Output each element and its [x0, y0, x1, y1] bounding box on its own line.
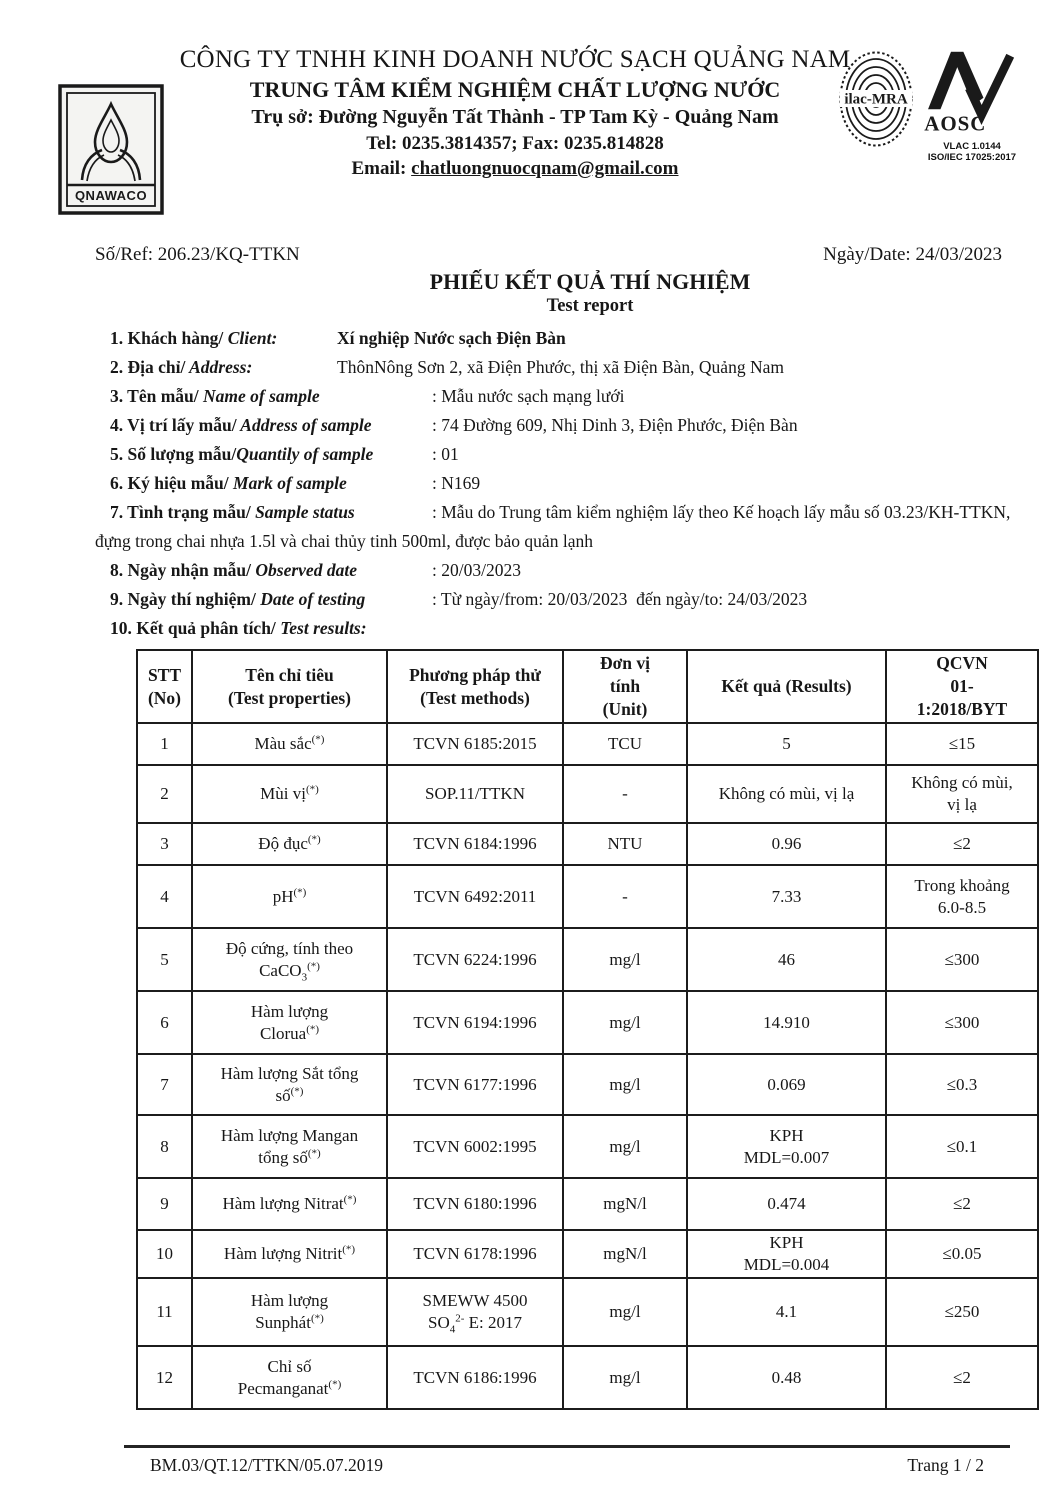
- test-results-table: [136, 649, 1039, 1410]
- row-number-cell: 9: [137, 1178, 192, 1230]
- table-row: [137, 723, 1038, 765]
- property-name-cell: [192, 1178, 387, 1230]
- property-name-cell: [192, 1054, 387, 1115]
- text-segment: TCVN 6178:1996: [413, 1244, 537, 1263]
- property-name-cell: [192, 765, 387, 823]
- document-header: [0, 0, 1064, 242]
- item-value: : Mẫu nước sạch mạng lưới: [432, 386, 625, 406]
- text-segment: ≤15: [948, 734, 976, 753]
- unit-cell: -: [563, 765, 687, 823]
- text-segment: CaCO: [259, 960, 302, 980]
- limit-cell: [886, 1054, 1038, 1115]
- unit-cell: NTU: [563, 823, 687, 865]
- sample-info-item: [95, 382, 1024, 411]
- text-segment: Không có mùi, vị lạ: [718, 784, 855, 803]
- item-label-vn: 5. Số lượng mẫu/: [110, 444, 237, 464]
- text-segment: (*): [307, 1146, 321, 1159]
- text-segment: Chỉ số: [267, 1356, 312, 1376]
- item-label-vn: 2. Địa chỉ/: [110, 357, 186, 377]
- result-cell: [687, 928, 886, 991]
- company-name: CÔNG TY TNHH KINH DOANH NƯỚC SẠCH QUẢNG NAM: [179, 46, 851, 73]
- row-number-cell: 7: [137, 1054, 192, 1115]
- item-label-en: Test results:: [275, 618, 367, 638]
- unit-cell: mgN/l: [563, 1230, 687, 1278]
- column-header: [687, 650, 886, 723]
- text-segment: Hàm lượng: [250, 1291, 329, 1310]
- qnawaco-stamp-icon: [58, 84, 164, 215]
- text-segment: TCVN 6224:1996: [413, 949, 537, 969]
- item-label-en: Address of sample: [236, 415, 372, 435]
- item-label-en: Quantily of sample: [236, 444, 374, 464]
- table-row: [137, 823, 1038, 865]
- email-address: chatluongnuocqnam@gmail.com: [411, 158, 679, 179]
- column-header-line: Phương pháp thử: [409, 664, 541, 685]
- method-cell: [387, 723, 563, 765]
- item-label-vn: 9. Ngày thí nghiệm/: [110, 589, 256, 609]
- table-row: [137, 928, 1038, 991]
- text-segment: pH: [272, 886, 294, 906]
- column-header: [886, 650, 1038, 723]
- row-number-cell: 3: [137, 823, 192, 865]
- table-row: [137, 865, 1038, 928]
- column-header-line: (Unit): [602, 699, 648, 719]
- text-segment: 0.069: [767, 1074, 806, 1094]
- text-segment: 0.48: [771, 1367, 802, 1387]
- text-segment: TCVN 6185:2015: [413, 734, 537, 753]
- limit-cell: [886, 723, 1038, 765]
- tel-fax-line: Tel: 0235.3814357; Fax: 0235.814828: [366, 133, 664, 154]
- item-label: [110, 556, 432, 585]
- column-header-line: tính: [609, 676, 641, 696]
- column-header: [563, 650, 687, 723]
- item-value: : 20/03/2023: [432, 560, 521, 580]
- item-label: [110, 498, 432, 527]
- sample-info-item: [95, 324, 1024, 353]
- text-segment: TCVN 6194:1996: [413, 1012, 537, 1032]
- method-cell: [387, 1230, 563, 1278]
- property-name-cell: [192, 1230, 387, 1278]
- text-segment: KPH: [769, 1125, 804, 1145]
- text-segment: 6.0-8.5: [937, 897, 987, 917]
- text-segment: (*): [328, 1377, 342, 1390]
- stamp-label: QNAWACO: [74, 188, 148, 203]
- column-header-line: (No): [147, 687, 182, 708]
- method-cell: [387, 928, 563, 991]
- ilac-mra-seal-icon: [838, 50, 914, 148]
- qnawaco-logo-stamp: [58, 84, 164, 215]
- text-segment: MDL=0.007: [743, 1147, 830, 1167]
- column-header-line: Đơn vị: [599, 653, 651, 673]
- unit-cell: mg/l: [563, 1115, 687, 1178]
- text-segment: ≤0.1: [946, 1136, 978, 1156]
- page-number: Trang 1 / 2: [907, 1455, 984, 1475]
- text-segment: (*): [310, 1312, 324, 1325]
- row-number-cell: 12: [137, 1346, 192, 1409]
- text-segment: Trong khoảng: [914, 875, 1010, 895]
- item-label-en: Sample status: [250, 502, 355, 522]
- sample-info-list: [95, 324, 1024, 643]
- document-subtitle: Test report: [546, 296, 634, 316]
- text-segment: vị lạ: [947, 795, 977, 814]
- text-segment: 0.474: [767, 1194, 806, 1213]
- text-segment: TCVN 6186:1996: [413, 1367, 537, 1387]
- text-segment: 3: [301, 970, 308, 983]
- limit-cell: [886, 1278, 1038, 1346]
- result-cell: [687, 865, 886, 928]
- text-segment: (*): [305, 783, 319, 796]
- document-date: Ngày/Date: 24/03/2023: [823, 244, 1002, 265]
- text-segment: 5: [782, 734, 791, 753]
- item-value: : 01: [432, 444, 459, 464]
- text-segment: (*): [311, 733, 325, 746]
- title-block: [116, 269, 1064, 317]
- text-segment: Mùi vị: [260, 784, 306, 803]
- item-label: [110, 411, 432, 440]
- result-cell: [687, 1115, 886, 1178]
- row-number-cell: 1: [137, 723, 192, 765]
- text-segment: ≤300: [944, 949, 980, 969]
- limit-cell: [886, 823, 1038, 865]
- item-label-vn: 10. Kết quả phân tích/: [110, 618, 276, 638]
- sample-info-item: [95, 440, 1024, 469]
- item-label: [110, 585, 432, 614]
- text-segment: ≤0.05: [942, 1244, 982, 1263]
- method-cell: [387, 865, 563, 928]
- text-segment: ≤2: [953, 834, 971, 853]
- item-value: : Mẫu do Trung tâm kiểm nghiệm lấy theo Kế hoạch lấy mẫu số 03.23/KH-TTKN, đựng trong chai nhựa 1.5l và chai thủy tinh 500ml, được bảo quản lạnh: [95, 502, 1011, 551]
- table-row: [137, 1115, 1038, 1178]
- text-segment: (*): [307, 833, 321, 846]
- sample-info-item: [95, 498, 1024, 556]
- text-segment: ≤0.3: [946, 1074, 978, 1094]
- sample-info-item: [95, 411, 1024, 440]
- column-header-line: QCVN: [936, 653, 988, 673]
- text-segment: Hàm lượng Nitrit: [223, 1244, 343, 1263]
- text-segment: (*): [293, 885, 307, 898]
- result-cell: [687, 723, 886, 765]
- table-row: [137, 991, 1038, 1054]
- item-label-vn: 8. Ngày nhận mẫu/: [110, 560, 252, 580]
- table-row: [137, 1278, 1038, 1346]
- limit-cell: [886, 991, 1038, 1054]
- text-segment: (*): [342, 1243, 356, 1256]
- page-footer: [0, 1445, 1064, 1476]
- limit-cell: [886, 928, 1038, 991]
- aosc-seal: [924, 50, 1020, 163]
- item-label-en: Mark of sample: [228, 473, 347, 493]
- limit-cell: [886, 1115, 1038, 1178]
- unit-cell: TCU: [563, 723, 687, 765]
- text-segment: Màu sắc: [254, 734, 312, 753]
- unit-cell: mg/l: [563, 1346, 687, 1409]
- method-cell: [387, 1278, 563, 1346]
- property-name-cell: [192, 928, 387, 991]
- column-header-line: (Test properties): [228, 687, 351, 708]
- method-cell: [387, 1115, 563, 1178]
- table-row: [137, 1230, 1038, 1278]
- item-value: : 74 Đường 609, Nhị Dinh 3, Điện Phước, Điện Bàn: [432, 415, 798, 435]
- row-number-cell: 2: [137, 765, 192, 823]
- unit-cell: mgN/l: [563, 1178, 687, 1230]
- property-name-cell: [192, 723, 387, 765]
- result-cell: [687, 1230, 886, 1278]
- center-name: TRUNG TÂM KIỂM NGHIỆM CHẤT LƯỢNG NƯỚC: [249, 77, 781, 102]
- text-segment: (*): [290, 1084, 304, 1097]
- text-segment: KPH: [769, 1233, 804, 1252]
- text-segment: (*): [343, 1193, 357, 1206]
- company-heading-block: [175, 46, 855, 180]
- property-name-cell: [192, 1115, 387, 1178]
- result-cell: [687, 823, 886, 865]
- head-office-address: Trụ sở: Đường Nguyễn Tất Thành - TP Tam Kỳ - Quảng Nam: [251, 106, 779, 128]
- text-segment: 2-: [455, 1312, 465, 1325]
- table-row: [137, 765, 1038, 823]
- text-segment: SMEWW 4500: [422, 1291, 528, 1310]
- ilac-mra-label: ilac-MRA: [844, 91, 908, 108]
- item-label: [110, 353, 337, 382]
- unit-cell: mg/l: [563, 928, 687, 991]
- result-cell: [687, 1178, 886, 1230]
- text-segment: 7.33: [771, 886, 802, 906]
- row-number-cell: 8: [137, 1115, 192, 1178]
- method-cell: [387, 1054, 563, 1115]
- text-segment: TCVN 6180:1996: [413, 1194, 537, 1213]
- column-header-line: (Test methods): [420, 687, 530, 708]
- item-label-en: Address:: [185, 357, 253, 377]
- text-segment: ≤2: [953, 1367, 971, 1387]
- unit-cell: mg/l: [563, 1278, 687, 1346]
- method-cell: [387, 991, 563, 1054]
- result-cell: [687, 765, 886, 823]
- form-code: BM.03/QT.12/TTKN/05.07.2019: [150, 1455, 384, 1475]
- text-segment: (*): [306, 1022, 320, 1035]
- text-segment: 14.910: [763, 1012, 810, 1032]
- text-segment: Hàm lượng Nitrat: [222, 1194, 344, 1213]
- meta-row: [0, 242, 1064, 266]
- table-row: [137, 1346, 1038, 1409]
- text-segment: Clorua: [259, 1023, 307, 1043]
- item-label: [110, 614, 367, 643]
- item-label-vn: 3. Tên mẫu/: [110, 386, 199, 406]
- sample-info-item: [95, 585, 1024, 614]
- column-header-line: 01-: [950, 676, 974, 696]
- result-cell: [687, 1346, 886, 1409]
- item-label-en: Name of sample: [198, 386, 320, 406]
- item-label: [110, 440, 432, 469]
- aosc-label: AOSC: [924, 111, 987, 136]
- result-cell: [687, 991, 886, 1054]
- item-label-en: Client:: [223, 328, 278, 348]
- email-label: Email:: [351, 158, 412, 179]
- text-segment: Sunphát: [255, 1313, 311, 1332]
- text-segment: số: [275, 1085, 291, 1105]
- text-segment: Hàm lượng Mangan: [220, 1125, 359, 1145]
- text-segment: Độ cứng, tính theo: [225, 938, 354, 958]
- item-label-vn: 7. Tình trạng mẫu/: [110, 502, 251, 522]
- sample-info-item: [95, 614, 1024, 643]
- text-segment: MDL=0.004: [743, 1255, 830, 1274]
- text-segment: 4: [449, 1323, 456, 1336]
- text-segment: Không có mùi,: [911, 773, 1013, 792]
- limit-cell: [886, 1230, 1038, 1278]
- item-label-en: Observed date: [251, 560, 357, 580]
- table-row: [137, 1178, 1038, 1230]
- item-label: [110, 382, 432, 411]
- column-header: [137, 650, 192, 723]
- column-header: [192, 650, 387, 723]
- text-segment: TCVN 6184:1996: [413, 834, 537, 853]
- iso-standard: ISO/IEC 17025:2017: [927, 152, 1017, 163]
- sample-info-item: [95, 353, 1024, 382]
- text-segment: 0.96: [771, 834, 802, 853]
- accreditation-seals: [838, 50, 1020, 163]
- text-segment: ≤2: [953, 1194, 971, 1213]
- method-cell: [387, 1178, 563, 1230]
- property-name-cell: [192, 823, 387, 865]
- method-cell: [387, 1346, 563, 1409]
- item-label: [110, 469, 432, 498]
- property-name-cell: [192, 991, 387, 1054]
- row-number-cell: 6: [137, 991, 192, 1054]
- unit-cell: mg/l: [563, 991, 687, 1054]
- column-header: [387, 650, 563, 723]
- column-header-line: Kết quả (Results): [721, 676, 852, 696]
- row-number-cell: 10: [137, 1230, 192, 1278]
- text-segment: E: 2017: [464, 1313, 522, 1332]
- email-line: [175, 158, 855, 180]
- column-header-line: STT: [147, 664, 182, 685]
- column-header-line: Tên chỉ tiêu: [245, 664, 334, 685]
- text-segment: tổng số: [258, 1147, 308, 1167]
- property-name-cell: [192, 1278, 387, 1346]
- text-segment: ≤250: [944, 1302, 980, 1321]
- item-label-vn: 4. Vị trí lấy mẫu/: [110, 415, 237, 435]
- column-header-line: 1:2018/BYT: [916, 699, 1008, 719]
- sample-info-item: [95, 556, 1024, 585]
- text-segment: Hàm lượng: [250, 1001, 329, 1021]
- row-number-cell: 11: [137, 1278, 192, 1346]
- limit-cell: [886, 1178, 1038, 1230]
- text-segment: (*): [307, 959, 320, 972]
- method-cell: [387, 823, 563, 865]
- aosc-mark-icon: [924, 50, 1020, 136]
- item-value: Xí nghiệp Nước sạch Điện Bàn: [337, 328, 566, 348]
- item-value: : N169: [432, 473, 481, 493]
- item-value: : Từ ngày/from: 20/03/2023 đến ngày/to: 24/03/2023: [432, 589, 808, 609]
- unit-cell: -: [563, 865, 687, 928]
- text-segment: SOP.11/TTKN: [425, 784, 525, 803]
- property-name-cell: [192, 1346, 387, 1409]
- row-number-cell: 5: [137, 928, 192, 991]
- table-row: [137, 1054, 1038, 1115]
- method-cell: [387, 765, 563, 823]
- result-cell: [687, 1278, 886, 1346]
- result-cell: [687, 1054, 886, 1115]
- text-segment: Hàm lượng Sắt tổng: [220, 1063, 359, 1083]
- text-segment: Độ đục: [258, 834, 308, 853]
- vlac-number: VLAC 1.0144: [943, 141, 1001, 152]
- unit-cell: mg/l: [563, 1054, 687, 1115]
- item-label-en: Date of testing: [255, 589, 366, 609]
- text-segment: TCVN 6002:1995: [413, 1136, 537, 1156]
- text-segment: 46: [778, 949, 795, 969]
- text-segment: SO: [427, 1313, 450, 1332]
- item-label: [110, 324, 337, 353]
- document-title: PHIẾU KẾT QUẢ THÍ NGHIỆM: [429, 269, 751, 294]
- text-segment: ≤300: [944, 1012, 980, 1032]
- limit-cell: [886, 765, 1038, 823]
- text-segment: TCVN 6492:2011: [413, 886, 537, 906]
- property-name-cell: [192, 865, 387, 928]
- document-ref: Số/Ref: 206.23/KQ-TTKN: [95, 244, 300, 265]
- text-segment: TCVN 6177:1996: [413, 1074, 537, 1094]
- item-label-vn: 6. Ký hiệu mẫu/: [110, 473, 229, 493]
- text-segment: Pecmanganat: [237, 1378, 329, 1398]
- limit-cell: [886, 865, 1038, 928]
- item-label-vn: 1. Khách hàng/: [110, 328, 224, 348]
- sample-info-item: [95, 469, 1024, 498]
- text-segment: 4.1: [775, 1302, 798, 1321]
- item-value: ThônNông Sơn 2, xã Điện Phước, thị xã Điện Bàn, Quảng Nam: [337, 357, 784, 377]
- limit-cell: [886, 1346, 1038, 1409]
- row-number-cell: 4: [137, 865, 192, 928]
